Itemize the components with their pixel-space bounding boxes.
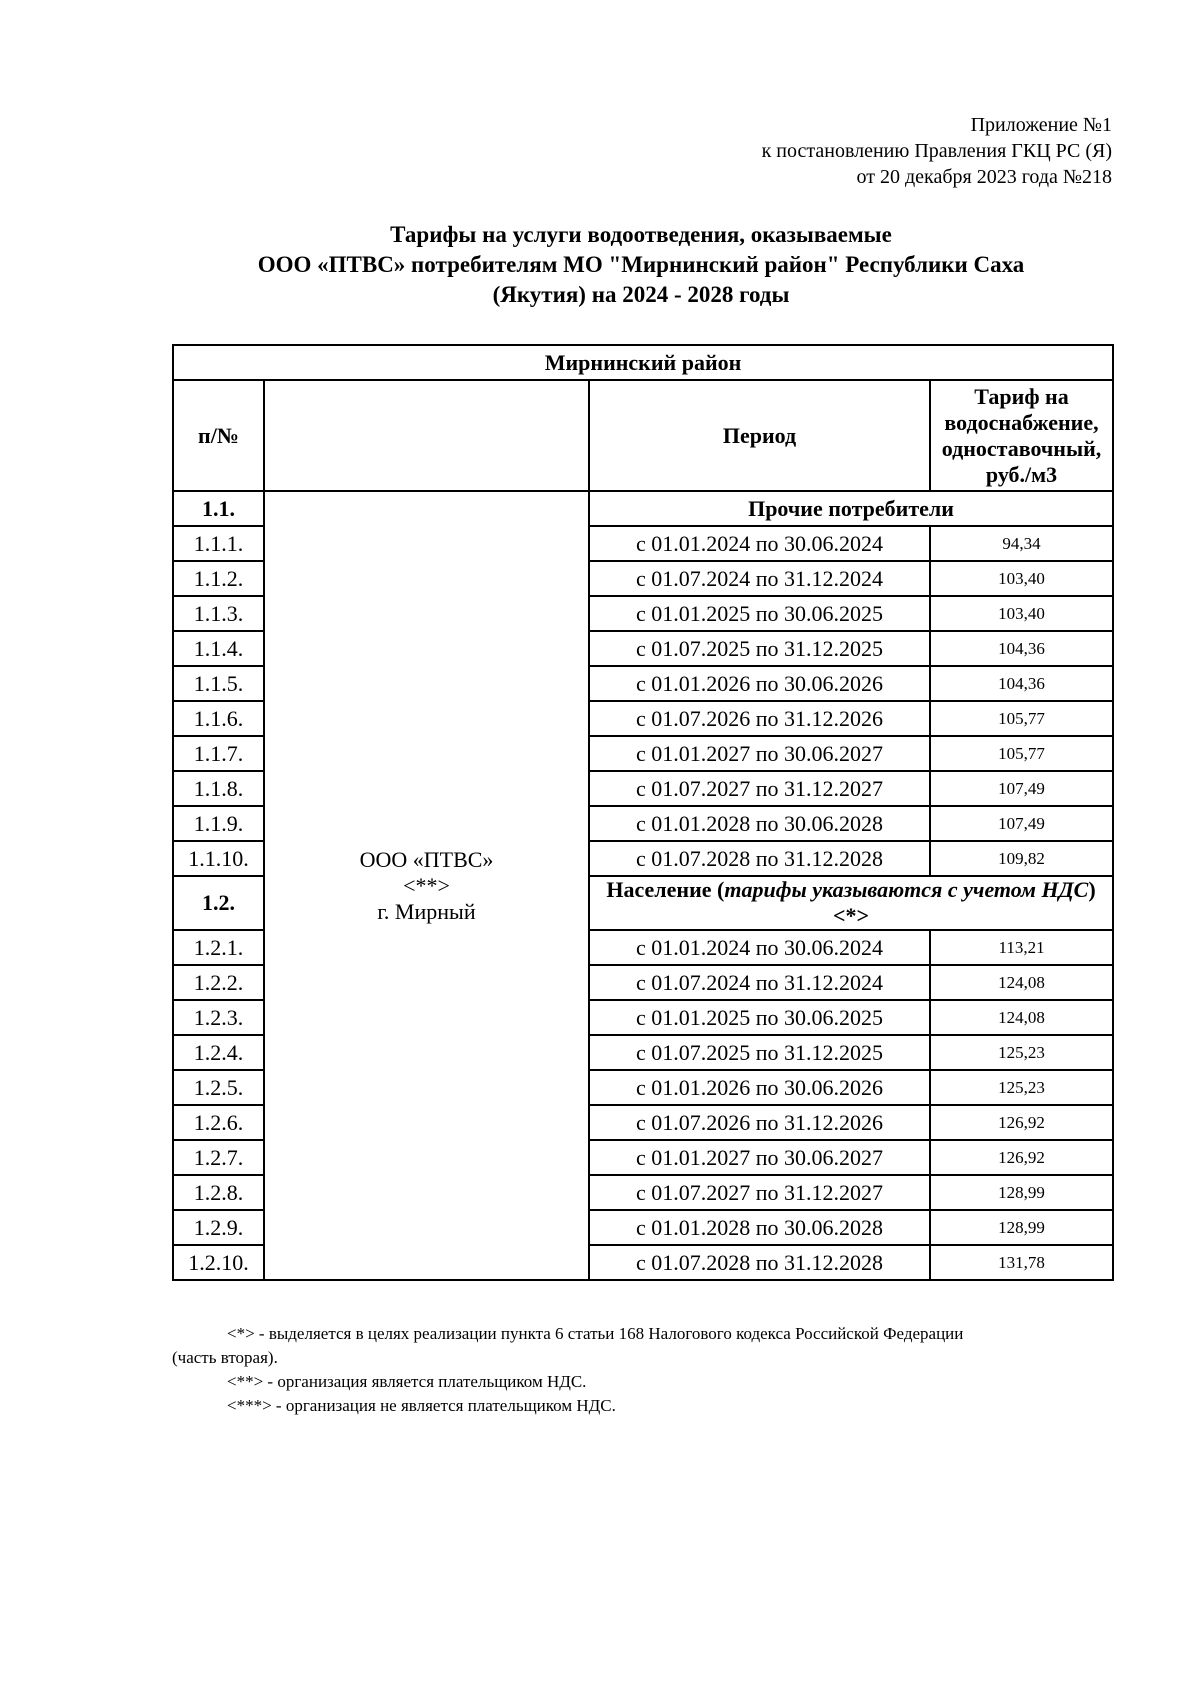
group-label-suffix: ) <*> <box>832 877 1096 928</box>
row-period: с 01.07.2027 по 31.12.2027 <box>589 771 930 806</box>
row-price: 105,77 <box>930 701 1113 736</box>
row-number: 1.2.3. <box>173 1000 264 1035</box>
appendix-header <box>512 112 1112 190</box>
title-line-1: Тарифы на услуги водоотведения, оказываемые <box>390 222 892 247</box>
header-tariff <box>930 380 1113 491</box>
row-number: 1.1.4. <box>173 631 264 666</box>
row-price: 124,08 <box>930 965 1113 1000</box>
row-period: с 01.01.2026 по 30.06.2026 <box>589 666 930 701</box>
row-number: 1.1.6. <box>173 701 264 736</box>
row-price: 103,40 <box>930 596 1113 631</box>
appendix-number: Приложение №1 <box>970 114 1112 136</box>
tariff-table <box>172 344 1114 1281</box>
row-period: с 01.01.2024 по 30.06.2024 <box>589 526 930 561</box>
row-period: с 01.07.2026 по 31.12.2026 <box>589 1105 930 1140</box>
group-label-prefix: Население ( <box>606 877 725 902</box>
row-price: 107,49 <box>930 771 1113 806</box>
group-label-note: тарифы указываются с учетом НДС <box>724 877 1089 902</box>
row-number: 1.2.8. <box>173 1175 264 1210</box>
row-number: 1.1.7. <box>173 736 264 771</box>
row-number: 1.2.10. <box>173 1245 264 1280</box>
header-tariff-line-3: одноставочный, <box>941 435 1102 461</box>
row-number: 1.1.3. <box>173 596 264 631</box>
row-number: 1.1.1. <box>173 526 264 561</box>
footnote-1-continuation: (часть вторая). <box>172 1348 278 1367</box>
footnote-3: <***> - организация не является плательщиком НДС. <box>227 1396 616 1415</box>
appendix-decree: к постановлению Правления ГКЦ РС (Я) <box>761 140 1112 162</box>
row-price: 105,77 <box>930 736 1113 771</box>
organization-cell <box>264 491 589 1280</box>
district-name: Мирнинский район <box>173 345 1113 380</box>
row-period: с 01.07.2024 по 31.12.2024 <box>589 965 930 1000</box>
row-price: 109,82 <box>930 841 1113 876</box>
group-label: Прочие потребители <box>589 491 1113 526</box>
row-number: 1.1.10. <box>173 841 264 876</box>
header-row <box>173 380 1113 491</box>
title-line-3: (Якутия) на 2024 - 2028 годы <box>492 282 790 307</box>
header-num: п/№ <box>173 380 264 491</box>
row-number: 1.2.4. <box>173 1035 264 1070</box>
row-period: с 01.01.2028 по 30.06.2028 <box>589 1210 930 1245</box>
row-period: с 01.01.2027 по 30.06.2027 <box>589 1140 930 1175</box>
header-tariff-line-4: руб./м3 <box>985 461 1058 487</box>
row-price: 126,92 <box>930 1140 1113 1175</box>
document-title <box>170 220 1112 310</box>
row-price: 128,99 <box>930 1210 1113 1245</box>
row-number: 1.2.2. <box>173 965 264 1000</box>
row-number: 1.1.2. <box>173 561 264 596</box>
row-number: 1.2.6. <box>173 1105 264 1140</box>
row-period: с 01.01.2027 по 30.06.2027 <box>589 736 930 771</box>
row-number: 1.1.5. <box>173 666 264 701</box>
district-row <box>173 345 1113 380</box>
row-price: 128,99 <box>930 1175 1113 1210</box>
row-period: с 01.01.2024 по 30.06.2024 <box>589 930 930 965</box>
row-price: 104,36 <box>930 666 1113 701</box>
row-period: с 01.01.2025 по 30.06.2025 <box>589 1000 930 1035</box>
appendix-date: от 20 декабря 2023 года №218 <box>856 166 1112 188</box>
row-period: с 01.07.2026 по 31.12.2026 <box>589 701 930 736</box>
row-period: с 01.01.2026 по 30.06.2026 <box>589 1070 930 1105</box>
row-price: 124,08 <box>930 1000 1113 1035</box>
row-period: с 01.07.2027 по 31.12.2027 <box>589 1175 930 1210</box>
row-period: с 01.01.2028 по 30.06.2028 <box>589 806 930 841</box>
footnotes <box>172 1322 1120 1418</box>
title-line-2: ООО «ПТВС» потребителям МО "Мирнинский район" Республики Саха <box>257 252 1025 277</box>
row-price: 131,78 <box>930 1245 1113 1280</box>
row-number: 1.1.8. <box>173 771 264 806</box>
row-number: 1.2.1. <box>173 930 264 965</box>
row-number: 1.2.5. <box>173 1070 264 1105</box>
row-price: 113,21 <box>930 930 1113 965</box>
footnote-2: <**> - организация является плательщиком НДС. <box>227 1372 587 1391</box>
group-label <box>589 876 1113 930</box>
row-price: 126,92 <box>930 1105 1113 1140</box>
row-period: с 01.07.2024 по 31.12.2024 <box>589 561 930 596</box>
row-period: с 01.07.2028 по 31.12.2028 <box>589 841 930 876</box>
organization-line-2: <**> <box>403 872 450 898</box>
group-number: 1.1. <box>173 491 264 526</box>
row-number: 1.2.9. <box>173 1210 264 1245</box>
header-tariff-line-2: водоснабжение, <box>944 409 1099 435</box>
organization-line-1: ООО «ПТВС» <box>359 846 494 872</box>
header-tariff-line-1: Тариф на <box>974 383 1069 409</box>
row-period: с 01.07.2025 по 31.12.2025 <box>589 1035 930 1070</box>
group-number: 1.2. <box>173 876 264 930</box>
row-period: с 01.07.2028 по 31.12.2028 <box>589 1245 930 1280</box>
footnote-1-text: <*> - выделяется в целях реализации пункта 6 статьи 168 Налогового кодекса Российской Федерации <box>227 1324 964 1343</box>
row-period: с 01.01.2025 по 30.06.2025 <box>589 596 930 631</box>
row-number: 1.1.9. <box>173 806 264 841</box>
row-price: 125,23 <box>930 1035 1113 1070</box>
group-row <box>173 491 1113 526</box>
row-price: 125,23 <box>930 1070 1113 1105</box>
row-number: 1.2.7. <box>173 1140 264 1175</box>
row-price: 107,49 <box>930 806 1113 841</box>
organization-line-3: г. Мирный <box>377 898 476 924</box>
footnote-1 <box>172 1322 1120 1346</box>
row-price: 104,36 <box>930 631 1113 666</box>
row-price: 94,34 <box>930 526 1113 561</box>
header-period: Период <box>589 380 930 491</box>
header-organization <box>264 380 589 491</box>
row-price: 103,40 <box>930 561 1113 596</box>
row-period: с 01.07.2025 по 31.12.2025 <box>589 631 930 666</box>
